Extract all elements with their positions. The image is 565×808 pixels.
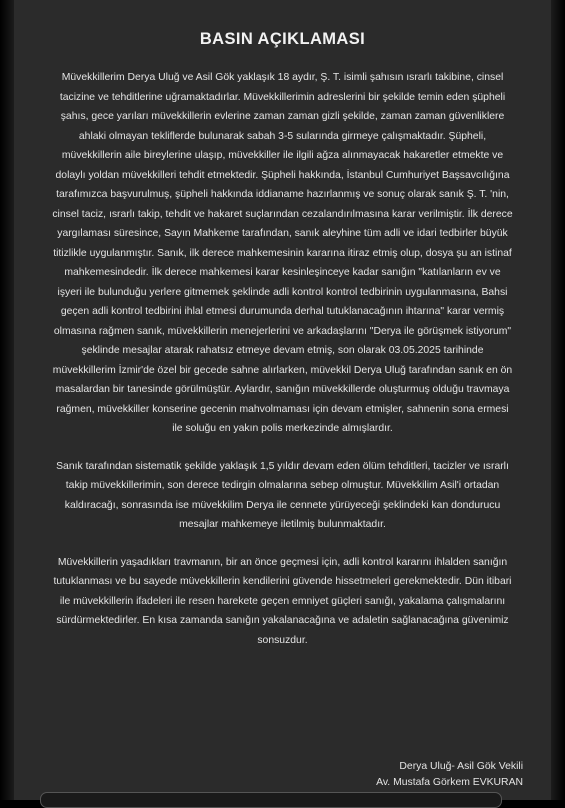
- paragraph-2: Sanık tarafından sistematik şekilde yaklaşık 1,5 yıldır devam eden ölüm tehditleri, tacizler ve ısrarlı takip müvekkillerimin, son derece tedirgin olmalarına sebep olmuştur. Müvekkilim Asil'i ortadan kaldıracağı, sonrasında ise müvekkilim Derya ile cennete yürüyeceği şeklindeki kan dondurucu mesajlar mahkemeye iletilmiş bulunmaktadır.: [56, 460, 509, 530]
- document-title: BASIN AÇIKLAMASI: [199, 30, 366, 48]
- paragraph-3: Müvekkillerin yaşadıkları travmanın, bir an önce geçmesi için, adli kontrol kararını ihlalden sanığın tutuklanması ve bu sayede müvekkillerin kendilerini güvende hissetmeleri gerekmektedir. Dün itibari ile müvekkillerin ifadeleri ile resen harekete geçen emniyet güçleri sanığı, yakalama çalışmalarını sürdürmektedirler. En kısa zamanda sanığın yakalanacağına ve adaletin sağlanacağına güvenimiz sonsuzdur.: [53, 556, 512, 646]
- signature-line-1: Derya Uluğ- Asil Gök Vekili: [399, 761, 523, 772]
- paragraph-1: Müvekkillerim Derya Uluğ ve Asil Gök yaklaşık 18 aydır, Ş. T. isimli şahısın ısrarlı takibine, cinsel tacizine ve tehditlerine uğramaktadırlar. Müvekkillerimin adreslerini bir şekilde temin eden şüpheli şahıs, gece yarıları müvekkillerin evlerine zaman zaman gizli şekilde, zaman zaman güvenliklere ahlaki olmayan tekliflerde bulunarak sabah 3-5 sularında girmeye çalışmaktadır. Şüpheli, müvekkillerin aile bireylerine ulaşıp, müvekkiller ile ilgili ağza alınmayacak hakaretler etmekte ve dolaylı yoldan müvekkilleri tehdit etmektedir. Şüpheli hakkında, İstanbul Cumhuriyet Başsavcılığına tarafımızca başvurulmuş, şüpheli hakkında iddianame hazırlanmış ve sonuç olarak sanık Ş. T. 'nin, cinsel taciz, ısrarlı takip, tehdit ve hakaret suçlarından cezalandırılmasına karar verilmiştir. İlk derece yargılaması süresince, Sayın Mahkeme tarafından, sanık aleyhine tüm adli ve idari tedbirler büyük titizlikle uygulanmıştır. Sanık, ilk derece mahkemesinin kararına itiraz etmiş olup, dosya şu an istinaf mahkemesindedir. İlk derece mahkemesi karar kesinleşinceye kadar sanığın "katılanların ev ve işyeri ile bulunduğu yerlere gitmemek şeklinde adli kontrol kontrol tedbirinin uygulanmasına, Bahsi geçen adli kontrol tedbirini ihlal etmesi durumunda derhal tutuklanacağının ihtarına" karar vermiş olmasına rağmen sanık, müvekkillerin menejerlerini ve arkadaşlarını "Derya ile görüşmek istiyorum" şeklinde mesajlar atarak rahatsız etmeye devam etmiş, son olarak 03.05.2025 tarihinde müvekkillerim İzmir'de özel bir gecede sahne alırlarken, müvekkil Derya Uluğ tarafından sanık en ön masalardan bir tanesinde görülmüştür. Aylardır, sanığın müvekkillerde oluşturmuş olduğu travmaya rağmen, müvekkiller konserine gecenin mahvolmaması için devam etmişler, sahnenin sona ermesi ile soluğu en yakın polis merkezinde almışlardır.: [52, 72, 513, 434]
- signature-line-2: Av. Mustafa Görkem EVKURAN: [376, 777, 523, 788]
- right-edge-shadow: [551, 0, 565, 800]
- signature-block: [376, 759, 523, 791]
- left-edge-shadow: [0, 0, 14, 800]
- press-release-sheet: [14, 0, 551, 800]
- bottom-home-bar[interactable]: [40, 792, 502, 808]
- document-body: [52, 68, 513, 668]
